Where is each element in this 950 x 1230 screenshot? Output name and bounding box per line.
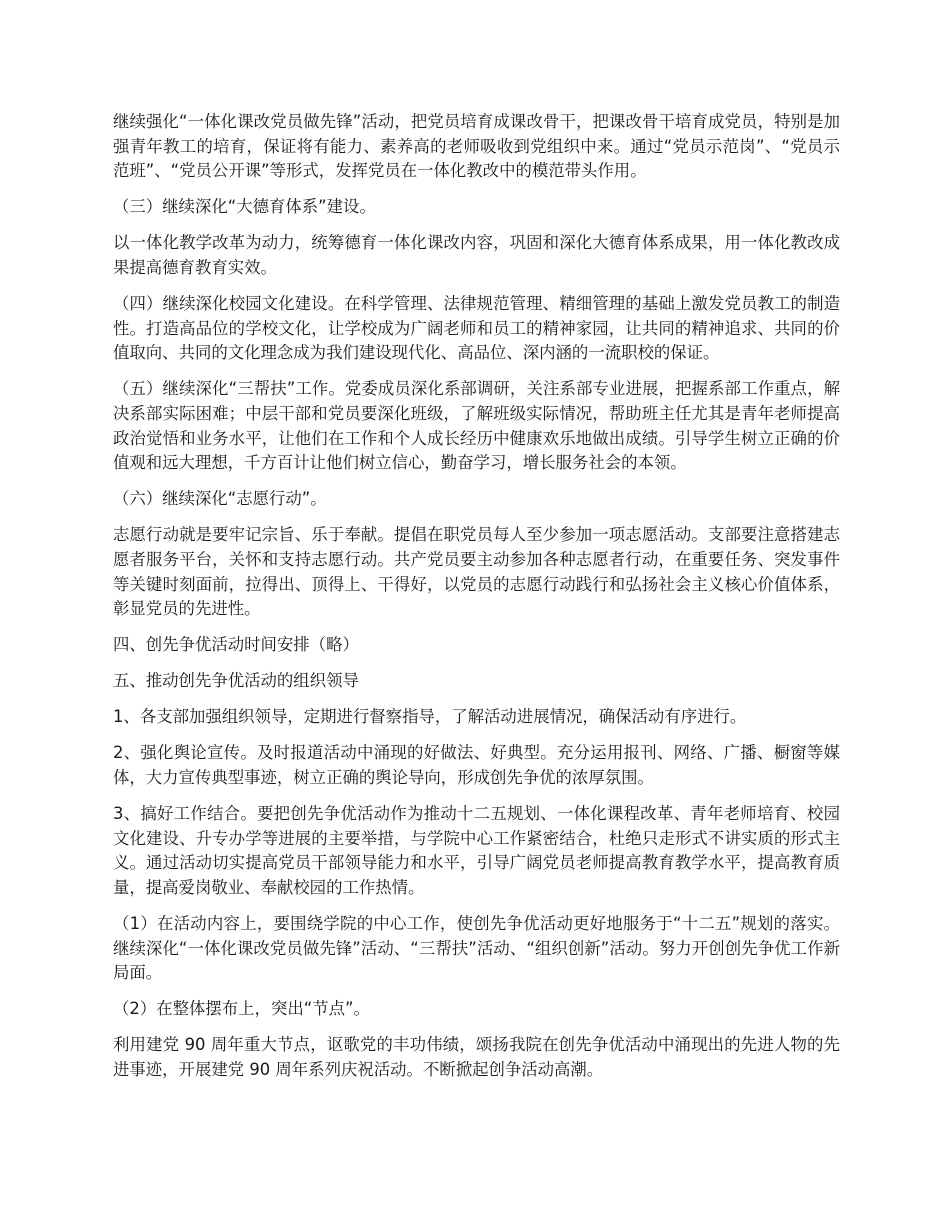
- section-heading-leadership: 五、推动创先争优活动的组织领导: [113, 671, 359, 691]
- sub-item-2: （2）在整体摆布上，突出“节点”。: [113, 999, 370, 1019]
- list-item-3: 3、搞好工作结合。要把创先争优活动作为推动十二五规划、一体化课程改革、青年老师培育、校园文化建设、升专办学等进展的主要举措，与学院中心工作紧密结合，杜绝只走形式不讲实质的形式主义。通过活动切实提高党员干部领导能力和水平，引导广阔党员老师提高教育教学水平，提高教育质量，提高爱岗敬业、奉献校园的工作热情。: [113, 804, 840, 897]
- paragraph-youth-cultivation: 继续强化“一体化课改党员做先锋”活动，把党员培育成课改骨干，把课改骨干培育成党员，特别是加强青年教工的培育，保证将有能力、素养高的老师吸收到党组织中来。通过“党员示范岗”、“党员示范班”、“党员公开课”等形式，发挥党员在一体化教改中的模范带头作用。: [113, 112, 840, 181]
- list-item-2: 2、强化舆论宣传。及时报道活动中涌现的好做法、好典型。充分运用报刊、网络、广播、橱窗等媒体，大力宣传典型事迹，树立正确的舆论导向，形成创先争优的浓厚氛围。: [113, 743, 840, 788]
- section-heading-schedule: 四、创先争优活动时间安排（略）: [113, 635, 359, 655]
- heading-moral-education: （三）继续深化“大德育体系”建设。: [113, 197, 376, 217]
- document-page: [113, 110, 840, 1094]
- paragraph-90th-anniversary: 利用建党 90 周年重大节点，讴歌党的丰功伟绩，颂扬我院在创先争优活动中涌现出的先进人物的先进事迹，开展建党 90 周年系列庆祝活动。不断掀起创争活动高潮。: [113, 1035, 840, 1079]
- list-item-1: 1、各支部加强组织领导，定期进行督察指导，了解活动进展情况，确保活动有序进行。: [113, 707, 747, 727]
- sub-item-1: （1）在活动内容上，要围绕学院的中心工作，使创先争优活动更好地服务于“十二五”规划的落实。继续深化“一体化课改党员做先锋”活动、“三帮扶”活动、“组织创新”活动。努力开创创先争优工作新局面。: [113, 914, 840, 983]
- paragraph-three-assistance: （五）继续深化“三帮扶”工作。党委成员深化系部调研，关注系部专业进展，把握系部工作重点，解决系部实际困难；中层干部和党员要深化班级，了解班级实际情况，帮助班主任尤其是青年老师提高政治觉悟和业务水平，让他们在工作和个人成长经历中健康欢乐地做出成绩。引导学生树立正确的价值观和远大理想，千方百计让他们树立信心，勤奋学习，增长服务社会的本领。: [113, 379, 840, 473]
- paragraph-volunteer-action: 志愿行动就是要牢记宗旨、乐于奉献。提倡在职党员每人至少参加一项志愿活动。支部要注意搭建志愿者服务平台，关怀和支持志愿行动。共产党员要主动参加各种志愿者行动，在重要任务、突发事件等关键时刻面前，拉得出、顶得上、干得好，以党员的志愿行动践行和弘扬社会主义核心价值体系，彰显党员的先进性。: [113, 525, 840, 619]
- paragraph-campus-culture: （四）继续深化校园文化建设。在科学管理、法律规范管理、精细管理的基础上激发党员教工的制造性。打造高品位的学校文化，让学校成为广阔老师和员工的精神家园，让共同的精神追求、共同的价值取向、共同的文化理念成为我们建设现代化、高品位、深内涵的一流职校的保证。: [113, 294, 840, 363]
- heading-volunteer-action: （六）继续深化“志愿行动”。: [113, 489, 327, 509]
- paragraph-moral-education: 以一体化教学改革为动力，统筹德育一体化课改内容，巩固和深化大德育体系成果，用一体化教改成果提高德育教育实效。: [113, 233, 840, 277]
